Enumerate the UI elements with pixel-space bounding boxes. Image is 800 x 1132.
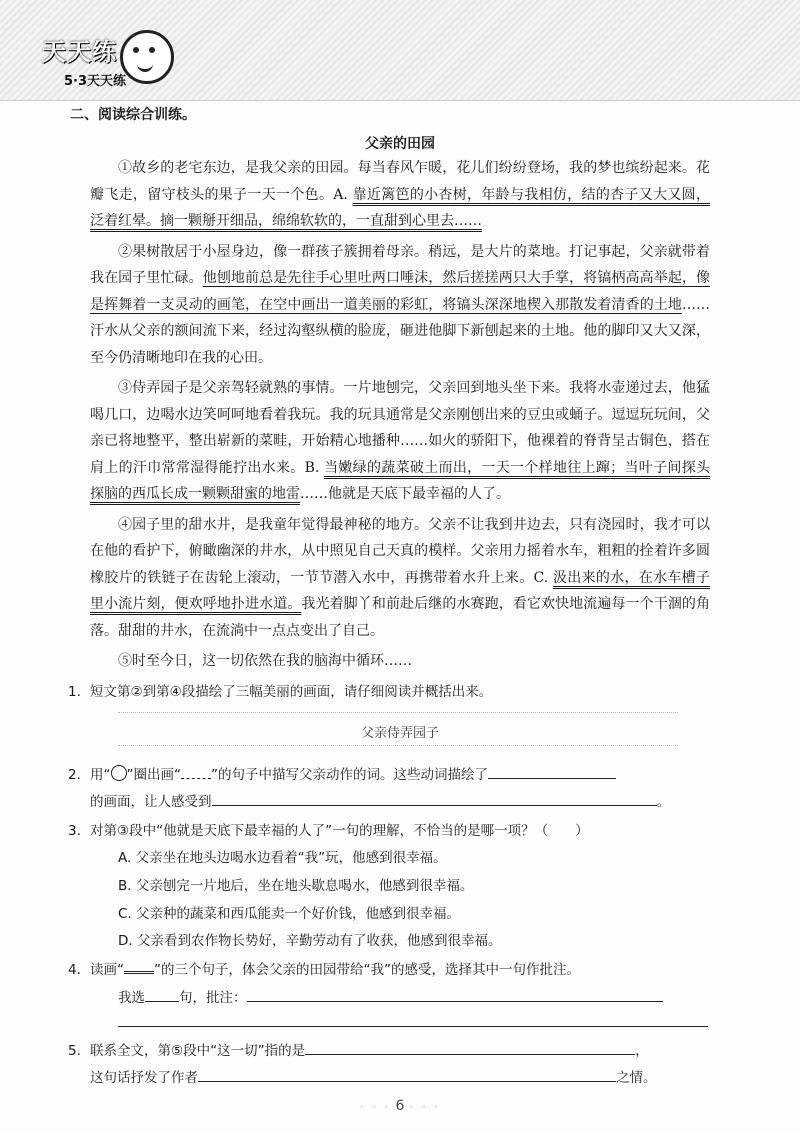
question-text: 句，批注： — [179, 990, 247, 1006]
paragraph-1 — [90, 155, 710, 235]
brand-subtitle: 5·3天天练 — [64, 74, 127, 89]
paragraph-5: ⑤时至今日，这一切依然在我的脑海中循环…… — [118, 653, 412, 669]
question-text: 。 — [656, 794, 670, 810]
paragraph-4 — [90, 512, 710, 645]
question-text: 读画“ — [90, 962, 124, 978]
question-4 — [68, 958, 710, 978]
answer-blank[interactable] — [198, 1067, 616, 1082]
sentence-b: 当嫩绿的蔬菜破土而出，一天一个样地往上蹿；当叶子间探头探脑的西瓜长成一颗颗甜蜜的地雷 — [90, 459, 710, 502]
answer-blank[interactable] — [247, 987, 663, 1002]
paragraph-2 — [90, 239, 710, 372]
header-band — [0, 0, 800, 101]
section-title: 二、阅读综合训练。 — [70, 107, 196, 123]
paragraph-text: ②果树散居于小屋身边，像一群孩子簇拥着母亲。稍远，是大片的菜地。打记事起，父亲就带着我在园子里忙碌。 — [90, 243, 710, 286]
sentence-c: 汲出来的水，在水车槽子里小流片刻，便欢呼地扑进水道。 — [90, 569, 710, 612]
question-text: ”的三个句子，体会父亲的田园带给“我”的感受，选择其中一句作批注。 — [154, 962, 580, 978]
footer-ornament-icon: ◦ ◦ ◦ — [408, 1103, 441, 1113]
option-a[interactable]: A. 父亲坐在地头边喝水边看着“我”玩，他感到很幸福。 — [118, 850, 447, 866]
answer-line[interactable] — [118, 712, 678, 719]
article-title: 父亲的田园 — [365, 136, 435, 152]
question-2-line-2 — [90, 790, 710, 810]
question-number: 2. — [68, 767, 81, 783]
question-5 — [68, 1039, 710, 1059]
paragraph-text: ……他就是天底下最幸福的人了。 — [300, 486, 510, 502]
question-text: 对第③段中“他就是天底下最幸福的人了”一句的理解，不恰当的是哪一项？（ ） — [90, 823, 589, 839]
question-3 — [68, 819, 710, 839]
question-text: 用“ — [90, 767, 111, 783]
option-c[interactable]: C. 父亲种的蔬菜和西瓜能卖一个好价钱，他感到很幸福。 — [118, 906, 461, 922]
question-text: ”的句子中描写父亲动作的词。这些动词描绘了 — [211, 767, 488, 783]
circle-mark-icon — [111, 765, 127, 781]
sentence-a: 靠近篱笆的小杏树，年龄与我相仿，结的杏子又大又圆，泛着红晕。摘一颗掰开细品，绵绵软软的，一直甜到心里去…… — [90, 186, 710, 229]
question-5-line-2 — [90, 1066, 710, 1086]
question-number: 1. — [68, 684, 81, 700]
answer-blank[interactable] — [305, 1040, 635, 1055]
wavy-line-icon — [181, 766, 211, 779]
option-b[interactable]: B. 父亲刨完一片地后，坐在地头歇息喝水，他感到很幸福。 — [118, 878, 474, 894]
page-number: 6 — [395, 1098, 405, 1114]
question-text: ， — [635, 1043, 649, 1059]
answer-line-row — [118, 1012, 708, 1031]
question-1 — [68, 680, 710, 700]
question-text: 之情。 — [616, 1070, 657, 1086]
question-2 — [68, 763, 710, 783]
answer-blank[interactable] — [212, 791, 657, 806]
question-number: 3. — [68, 823, 81, 839]
paragraph-text: 我光着脚丫和前赴后继的水赛跑，看它欢快地流遍每一个干涸的角落。甜甜的井水，在流淌中一点点变出了自己。 — [90, 596, 711, 639]
question-text: 我选 — [118, 990, 145, 1006]
question-number: 5. — [68, 1043, 81, 1059]
paragraph-text: ④园子里的甜水井，是我童年觉得最神秘的地方。父亲不让我到井边去，只有浇园时，我才可以在他的看护下，俯瞰幽深的井水，从中照见自己天真的模样。父亲用力摇着水车，粗粗的拴着许多圆橡胶片的铁链子在齿轮上滚动，一节节潜入水中，再携带着水升上来。C. — [90, 516, 710, 586]
paragraph-text: ……汗水从父亲的额间流下来，经过沟壑纵横的脸庞，砸进他脚下新刨起来的土地。他的脚印又大又深，至今仍清晰地印在我的心田。 — [90, 296, 710, 366]
wavy-sentence: 他刨地前总是先往手心里吐两口唾沫，然后搓搓两只大手掌，将镐柄高高举起，像是挥舞着一支灵动的画笔，在空中画出一道美丽的彩虹，将镐头深深地楔入那散发着清香的土地 — [90, 270, 711, 313]
sample-answer: 父亲侍弄园子 — [360, 726, 439, 741]
question-text: 这句话抒发了作者 — [90, 1070, 198, 1086]
mascot-icon — [120, 30, 174, 84]
footer-ornament-icon: ◦ ◦ ◦ — [359, 1103, 392, 1113]
question-number: 4. — [68, 962, 81, 978]
question-text: 短文第②到第④段描绘了三幅美丽的画面，请仔细阅读并概括出来。 — [90, 684, 493, 700]
answer-line[interactable] — [118, 745, 678, 752]
answer-blank[interactable] — [118, 1012, 708, 1027]
answer-blank[interactable] — [488, 764, 616, 779]
question-text: 的画面，让人感受到 — [90, 794, 212, 810]
question-4-answer — [118, 986, 710, 1006]
question-text: ”圈出画“ — [126, 767, 181, 783]
option-d[interactable]: D. 父亲看到农作物长势好，辛勤劳动有了收获，他感到很幸福。 — [118, 933, 502, 949]
page-footer — [0, 1098, 800, 1114]
double-line-icon — [124, 959, 154, 974]
paragraph-3 — [90, 375, 710, 508]
paragraph-text: ③侍弄园子是父亲驾轻就熟的事情。一片地刨完，父亲回到地头坐下来。我将水壶递过去，他猛喝几口，边喝水边笑呵呵地看着我玩。我的玩具通常是父亲刚刨出来的豆虫或蛹子。逗逗玩玩间，父亲已将地整平，整出崭新的菜畦，开始精心地播种……如火的骄阳下，他裸着的脊背呈古铜色，搭在肩上的汗巾常常湿得能拧出水来。B. — [90, 380, 710, 476]
logo — [40, 30, 180, 88]
paragraph-text: ①故乡的老宅东边，是我父亲的田园。每当春风乍暖，花儿们纷纷登场，我的梦也缤纷起来。花瓣飞走，留守枝头的果子一天一个色。A. — [90, 160, 710, 203]
question-text: 联系全文，第⑤段中“这一切”指的是 — [90, 1043, 306, 1059]
brand-logo-text: 天天练 — [42, 38, 117, 66]
answer-blank[interactable] — [145, 987, 179, 1002]
article-body — [90, 155, 710, 679]
